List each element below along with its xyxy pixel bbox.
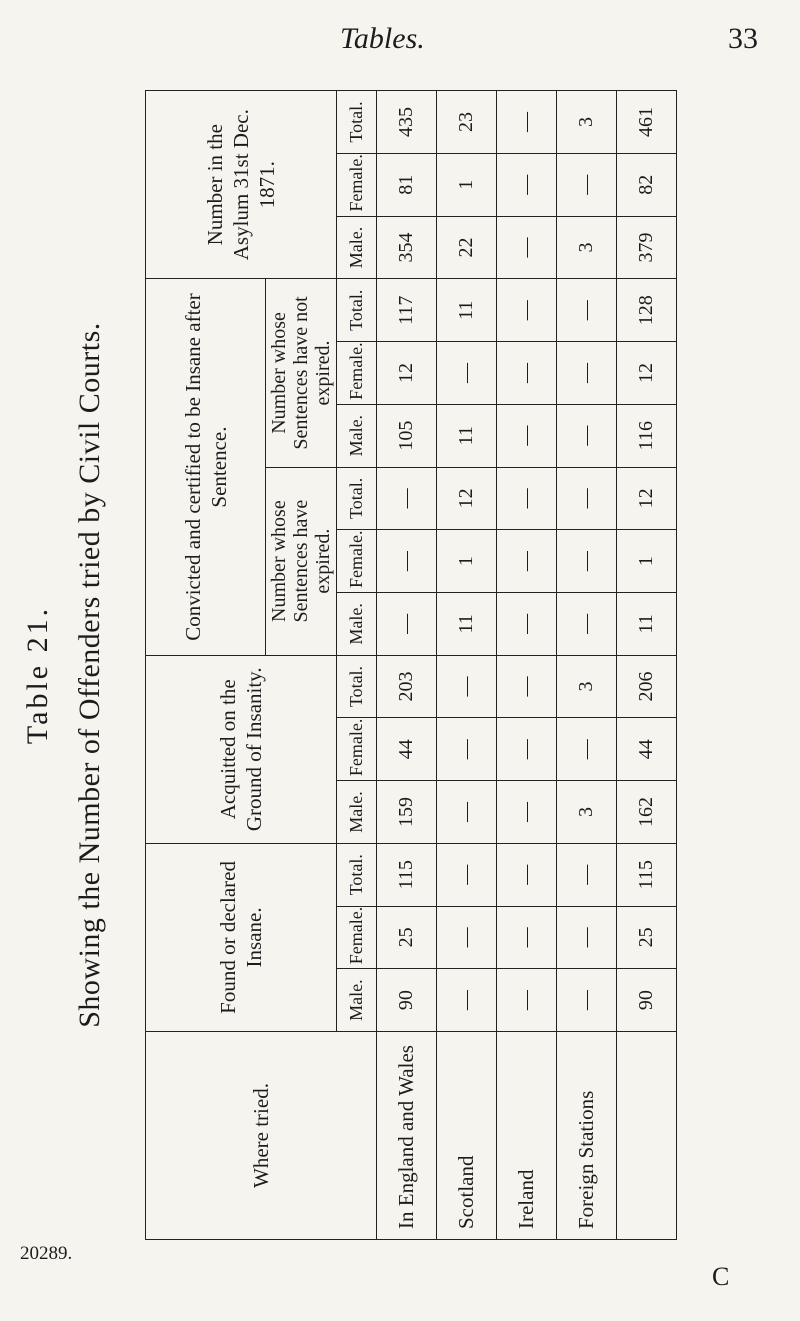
table-cell: — <box>497 216 557 279</box>
col-total: Total. <box>337 843 377 906</box>
total-cell: 206 <box>617 655 677 718</box>
table-cell: 25 <box>377 906 437 969</box>
col-total: Total. <box>337 279 377 342</box>
table-cell: — <box>497 153 557 216</box>
row-place: In England and Wales <box>377 1032 437 1240</box>
table-cell: — <box>437 843 497 906</box>
subgroup-sentences-not-expired: Number whose Sentences have not expired. <box>266 279 337 467</box>
table-cell: 81 <box>377 153 437 216</box>
table-cell: 11 <box>437 279 497 342</box>
row-place: Ireland <box>497 1032 557 1240</box>
total-cell: 25 <box>617 906 677 969</box>
totals-label-cell <box>617 1032 677 1240</box>
table-cell: — <box>557 906 617 969</box>
group-found-insane: Found or declared Insane. <box>146 843 337 1031</box>
table-cell: 354 <box>377 216 437 279</box>
table-cell: 3 <box>557 781 617 844</box>
total-cell: 82 <box>617 153 677 216</box>
table-cell: — <box>557 279 617 342</box>
table-cell: — <box>497 781 557 844</box>
table-cell: 3 <box>557 91 617 154</box>
signature-mark: C <box>712 1262 730 1291</box>
col-female: Female. <box>337 906 377 969</box>
col-female: Female. <box>337 342 377 405</box>
total-cell: 461 <box>617 91 677 154</box>
table-cell: — <box>497 342 557 405</box>
table-caption: Showing the Number of Offenders tried by Civil Courts. <box>73 322 106 1028</box>
table-cell: 1 <box>437 530 497 593</box>
table-cell: — <box>557 843 617 906</box>
table-cell: 11 <box>437 592 497 655</box>
table-cell: — <box>437 718 497 781</box>
table-cell: — <box>377 467 437 530</box>
col-female: Female. <box>337 530 377 593</box>
table-row <box>437 91 497 1240</box>
col-female: Female. <box>337 718 377 781</box>
total-cell: 379 <box>617 216 677 279</box>
table-cell: 22 <box>437 216 497 279</box>
table-cell: 435 <box>377 91 437 154</box>
total-cell: 44 <box>617 718 677 781</box>
total-cell: 11 <box>617 592 677 655</box>
total-cell: 1 <box>617 530 677 593</box>
table-cell: — <box>437 342 497 405</box>
col-male: Male. <box>337 404 377 467</box>
col-male: Male. <box>337 592 377 655</box>
table-cell: — <box>497 404 557 467</box>
table-cell: — <box>557 718 617 781</box>
table-label: Table 21. <box>21 605 54 745</box>
col-total: Total. <box>337 91 377 154</box>
table-cell: — <box>557 467 617 530</box>
table-cell: 159 <box>377 781 437 844</box>
col-female: Female. <box>337 153 377 216</box>
table-cell: 115 <box>377 843 437 906</box>
table-row <box>497 91 557 1240</box>
table-cell: — <box>497 279 557 342</box>
col-total: Total. <box>337 467 377 530</box>
table-cell: — <box>497 718 557 781</box>
table-cell: — <box>557 592 617 655</box>
table-row <box>377 91 437 1240</box>
table-body <box>377 91 677 1240</box>
table-cell: — <box>497 969 557 1032</box>
table-cell: — <box>497 592 557 655</box>
where-tried-header: Where tried. <box>146 1032 377 1240</box>
table-cell: — <box>557 404 617 467</box>
table-cell: — <box>377 592 437 655</box>
table-cell: — <box>497 843 557 906</box>
table-cell: — <box>497 530 557 593</box>
table-cell: — <box>497 655 557 718</box>
table-cell: — <box>497 91 557 154</box>
table-cell: 105 <box>377 404 437 467</box>
page-number: 33 <box>728 22 758 55</box>
table-cell: 23 <box>437 91 497 154</box>
total-cell: 116 <box>617 404 677 467</box>
table-cell: — <box>497 906 557 969</box>
col-male: Male. <box>337 781 377 844</box>
col-total: Total. <box>337 655 377 718</box>
group-convicted-certified: Convicted and certified to be Insane after Sentence. <box>146 279 266 655</box>
table-cell: 3 <box>557 216 617 279</box>
table-cell: 117 <box>377 279 437 342</box>
table-row <box>557 91 617 1240</box>
table-cell: — <box>557 530 617 593</box>
table-cell: — <box>437 655 497 718</box>
table-cell: 1 <box>437 153 497 216</box>
table-cell: 3 <box>557 655 617 718</box>
row-place: Foreign Stations <box>557 1032 617 1240</box>
col-male: Male. <box>337 969 377 1032</box>
table-cell: — <box>437 969 497 1032</box>
total-cell: 162 <box>617 781 677 844</box>
table-cell: 44 <box>377 718 437 781</box>
totals-row <box>617 91 677 1240</box>
table-cell: — <box>437 906 497 969</box>
table-cell: 11 <box>437 404 497 467</box>
table-cell: — <box>437 781 497 844</box>
table-cell: 12 <box>437 467 497 530</box>
table-cell: — <box>557 969 617 1032</box>
total-cell: 12 <box>617 467 677 530</box>
group-acquitted-insanity: Acquitted on the Ground of Insanity. <box>146 655 337 843</box>
table-cell: 12 <box>377 342 437 405</box>
col-male: Male. <box>337 216 377 279</box>
total-cell: 115 <box>617 843 677 906</box>
table-cell: — <box>557 342 617 405</box>
table-cell: — <box>557 153 617 216</box>
running-header-title: Tables. <box>340 22 425 55</box>
total-cell: 90 <box>617 969 677 1032</box>
table-cell: 90 <box>377 969 437 1032</box>
table-cell: — <box>497 467 557 530</box>
table-cell: 203 <box>377 655 437 718</box>
table-cell: — <box>377 530 437 593</box>
total-cell: 128 <box>617 279 677 342</box>
total-cell: 12 <box>617 342 677 405</box>
offenders-table <box>145 90 671 1240</box>
subgroup-sentences-expired: Number whose Sentences have expired. <box>266 467 337 655</box>
row-place: Scotland <box>437 1032 497 1240</box>
document-code: 20289. <box>20 1243 73 1264</box>
group-asylum-number: Number in the Asylum 31st Dec. 1871. <box>146 91 337 279</box>
